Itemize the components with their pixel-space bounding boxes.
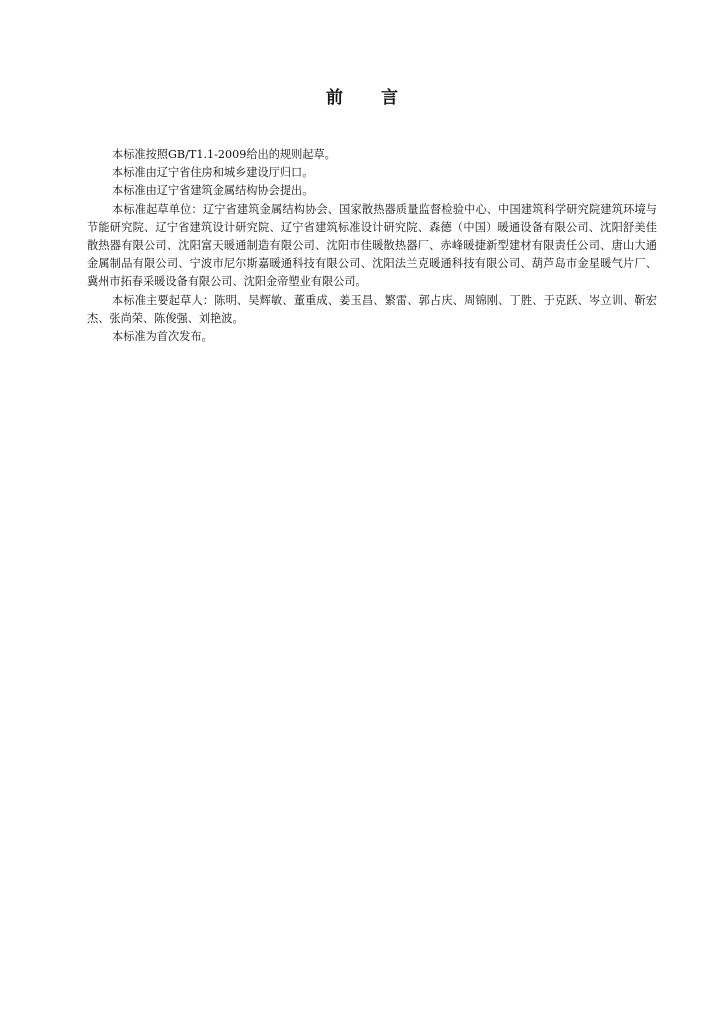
foreword-body — [87, 146, 657, 346]
page-title — [0, 83, 724, 108]
title-char-right: 言 — [381, 88, 398, 108]
paragraph-drafting-rules: 本标准按照GB/T1.1-2009给出的规则起草。 — [112, 148, 336, 161]
paragraph-administration: 本标准由辽宁省住房和城乡建设厅归口。 — [112, 166, 314, 180]
paragraph-drafters: 本标准主要起草人：陈明、吴辉敏、董重成、姜玉昌、繁雷、郭占庆、周锦刚、丁胜、于克跃、岑立训、靳宏杰、张尚荣、陈俊强、刘艳波。 — [87, 293, 657, 325]
title-char-left: 前 — [326, 88, 343, 108]
paragraph-first-release: 本标准为首次发布。 — [112, 330, 213, 344]
paragraph-proposer: 本标准由辽宁省建筑金属结构协会提出。 — [112, 184, 314, 198]
paragraph-drafting-units: 本标准起草单位：辽宁省建筑金属结构协会、国家散热器质量监督检验中心、中国建筑科学研究院建筑环境与节能研究院、辽宁省建筑设计研究院、辽宁省建筑标准设计研究院、森德（中国）暖通设备有限公司、沈阳舒美佳散热器有限公司、沈阳富天暖通制造有限公司、沈阳市佳暖散热器厂、赤峰暖捷新型建材有限责任公司、唐山大通金属制品有限公司、宁波市尼尔斯嘉暖通科技有限公司、沈阳法兰克暖通科技有限公司、葫芦岛市金星暖气片厂、冀州市拓春采暖设备有限公司、沈阳金帝塑业有限公司。 — [87, 202, 657, 289]
